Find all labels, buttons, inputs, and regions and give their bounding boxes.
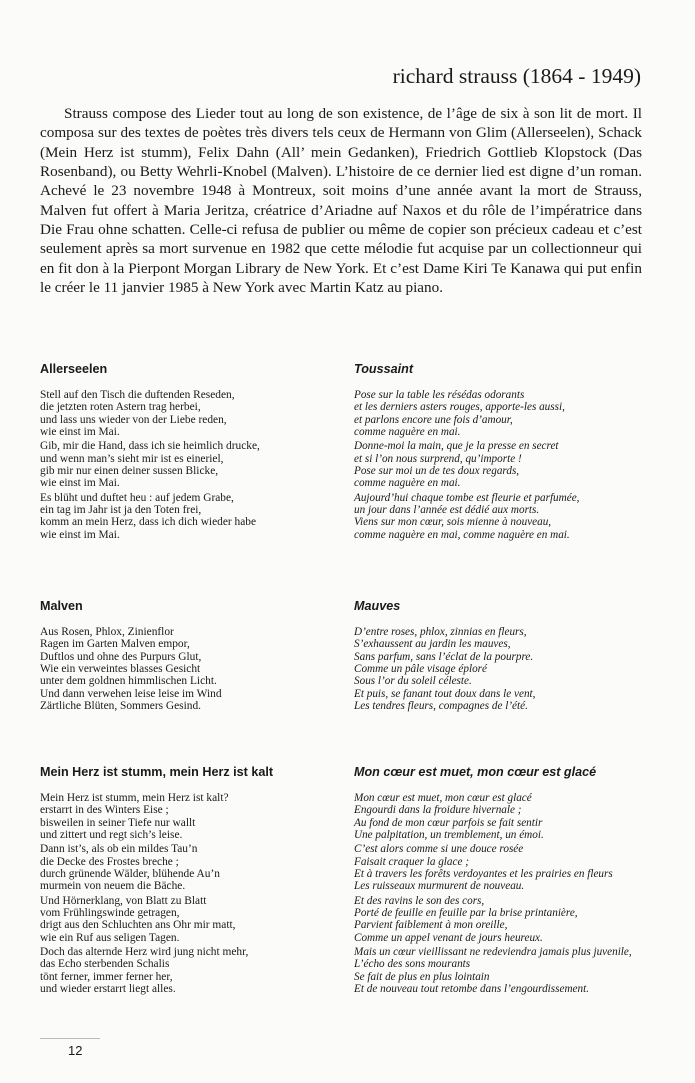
- verse-line: bisweilen in seiner Tiefe nur wallt: [40, 816, 196, 829]
- verse-line: Duftlos und ohne des Purpurs Glut,: [40, 650, 202, 663]
- verse-line: Au fond de mon cœur parfois se fait sentir: [354, 816, 543, 829]
- verse-line: ein tag im Jahr ist ja den Toten frei,: [40, 504, 202, 517]
- footer-divider: [40, 1038, 100, 1039]
- verse-line: Aus Rosen, Phlox, Zinienflor: [40, 626, 174, 638]
- stanza: [354, 843, 652, 892]
- german-column: [40, 765, 340, 998]
- verse-line: Dann ist’s, als ob ein mildes Tau’n: [40, 843, 198, 856]
- verse-line: et parlons encore une fois d’amour,: [354, 413, 513, 426]
- verse-line: wie einst im Mai.: [40, 477, 120, 490]
- verse-line: comme naguère en mai.: [354, 426, 461, 439]
- stanza: [354, 492, 652, 541]
- verse-line: die Decke des Frostes breche ;: [40, 855, 179, 868]
- verse-line: durch grünende Wälder, blühende Au’n: [40, 868, 220, 881]
- verse-line: wie ein Ruf aus seligen Tagen.: [40, 931, 180, 944]
- verse-line: un jour dans l’année est dédié aux morts.: [354, 504, 540, 517]
- verse-line: Pose sur moi un de tes doux regards,: [354, 465, 520, 478]
- verse-line: Comme un pâle visage éploré: [354, 663, 487, 676]
- stanza: [354, 626, 652, 712]
- french-column: [354, 765, 652, 998]
- verse-line: unter dem goldnen himmlischen Licht.: [40, 675, 217, 688]
- french-column: [354, 362, 652, 543]
- verse-line: Und Hörnerklang, von Blatt zu Blatt: [40, 894, 207, 907]
- stanza: [40, 440, 340, 489]
- german-song-title: Malven: [40, 599, 83, 613]
- stanza: [40, 792, 340, 841]
- german-lyrics: [40, 389, 340, 541]
- verse-line: Aujourd’hui chaque tombe est fleurie et parfumée,: [354, 491, 580, 504]
- verse-line: die jetzten roten Astern trag herbei,: [40, 401, 201, 414]
- verse-line: Se fait de plus en plus lointain: [354, 970, 490, 983]
- german-song-title: Allerseelen: [40, 362, 108, 376]
- verse-line: wie einst im Mai.: [40, 426, 120, 439]
- french-song-title: Mon cœur est muet, mon cœur est glacé: [354, 765, 597, 779]
- verse-line: C’est alors comme si une douce rosée: [354, 843, 524, 856]
- stanza: [40, 895, 340, 944]
- verse-line: gib mir nur einen deiner sussen Blicke,: [40, 465, 219, 478]
- verse-line: und zittert und regt sich’s leise.: [40, 829, 183, 842]
- verse-line: Donne-moi la main, que je la presse en secret: [354, 440, 559, 453]
- verse-line: D’entre roses, phlox, zinnias en fleurs,: [354, 626, 527, 638]
- verse-line: vom Frühlingswinde getragen,: [40, 907, 180, 920]
- verse-line: Mein Herz ist stumm, mein Herz ist kalt?: [40, 792, 229, 804]
- verse-line: Parvient faiblement à mon oreille,: [354, 919, 508, 932]
- stanza: [354, 440, 652, 489]
- verse-line: Und dann verwehen leise leise im Wind: [40, 687, 222, 700]
- french-lyrics: [354, 389, 652, 541]
- page-title: richard strauss (1864 - 1949): [392, 64, 641, 88]
- french-song-title: Mauves: [354, 599, 401, 613]
- verse-line: Sous l’or du soleil céleste.: [354, 675, 472, 688]
- german-column: [40, 599, 340, 714]
- verse-line: das Echo sterbenden Schalis: [40, 958, 170, 971]
- french-lyrics: [354, 792, 652, 996]
- verse-line: Et puis, se fanant tout doux dans le vent,: [354, 687, 536, 700]
- stanza: [354, 792, 652, 841]
- verse-line: Stell auf den Tisch die duftenden Reseden,: [40, 389, 235, 401]
- french-lyrics: [354, 626, 652, 712]
- stanza: [354, 389, 652, 438]
- stanza: [40, 946, 340, 995]
- verse-line: Les ruisseaux murmurent de nouveau.: [354, 880, 525, 893]
- verse-line: und lass uns wieder von der Liebe reden,: [40, 413, 227, 426]
- verse-line: Ragen im Garten Malven empor,: [40, 638, 190, 651]
- verse-line: Une palpitation, un tremblement, un émoi.: [354, 829, 544, 842]
- verse-line: et les derniers asters rouges, apporte-les aussi,: [354, 401, 565, 414]
- verse-line: L’écho des sons mourants: [354, 958, 471, 971]
- verse-line: erstarrt in des Winters Eise ;: [40, 804, 169, 817]
- german-song-title: Mein Herz ist stumm, mein Herz ist kalt: [40, 765, 274, 779]
- french-column: [354, 599, 652, 714]
- verse-line: Zärtliche Blüten, Sommers Gesind.: [40, 700, 202, 713]
- german-column: [40, 362, 340, 543]
- stanza: [40, 626, 340, 712]
- verse-line: Et des ravins le son des cors,: [354, 894, 485, 907]
- german-lyrics: [40, 792, 340, 996]
- verse-line: Engourdi dans la froidure hivernale ;: [354, 804, 522, 817]
- verse-line: S’exhaussent au jardin les mauves,: [354, 638, 511, 651]
- verse-line: Mon cœur est muet, mon cœur est glacé: [354, 792, 532, 804]
- stanza: [354, 895, 652, 944]
- verse-line: Les tendres fleurs, compagnes de l’été.: [354, 700, 528, 713]
- verse-line: komm an mein Herz, dass ich dich wieder habe: [40, 516, 257, 529]
- verse-line: und wenn man’s sieht mir ist es eineriel,: [40, 452, 224, 465]
- verse-line: wie einst im Mai.: [40, 528, 120, 541]
- stanza: [354, 946, 652, 995]
- verse-line: Doch das alternde Herz wird jung nicht mehr,: [40, 946, 249, 959]
- verse-line: murmein von neuem die Bäche.: [40, 880, 186, 893]
- verse-line: Mais un cœur vieillissant ne redeviendra jamais plus juvenile,: [354, 946, 632, 959]
- verse-line: Es blüht und duftet heu : auf jedem Grabe,: [40, 491, 234, 504]
- verse-line: Pose sur la table les résédas odorants: [354, 389, 525, 401]
- stanza: [40, 492, 340, 541]
- verse-line: Sans parfum, sans l’éclat de la pourpre.: [354, 650, 534, 663]
- verse-line: Et de nouveau tout retombe dans l’engourdissement.: [354, 983, 589, 996]
- verse-line: comme naguère en mai.: [354, 477, 461, 490]
- verse-line: drigt aus den Schluchten ans Ohr mir matt,: [40, 919, 236, 932]
- verse-line: Porté de feuille en feuille par la brise printanière,: [354, 907, 578, 920]
- verse-line: Et à travers les forêts verdoyantes et les prairies en fleurs: [354, 868, 613, 881]
- french-song-title: Toussaint: [354, 362, 414, 376]
- verse-line: Viens sur mon cœur, sois mienne à nouveau,: [354, 516, 552, 529]
- verse-line: tönt ferner, immer ferner her,: [40, 970, 173, 983]
- verse-line: Gib, mir die Hand, dass ich sie heimlich drucke,: [40, 440, 260, 453]
- verse-line: comme naguère en mai, comme naguère en mai.: [354, 528, 570, 541]
- verse-line: Faisait craquer la glace ;: [354, 855, 469, 868]
- german-lyrics: [40, 626, 340, 712]
- verse-line: und wieder erstarrt liegt alles.: [40, 983, 176, 996]
- stanza: [40, 389, 340, 438]
- verse-line: et si l’on nous surprend, qu’importe !: [354, 452, 522, 465]
- intro-paragraph: Strauss compose des Lieder tout au long de son existence, de l’âge de six à son lit de mort. Il composa sur des textes de poètes très divers tels ceux de Hermann von Glim (Allerseelen), Schack (Mein Herz ist stumm), Felix Dahn (All’ mein Gedanken), Friedrich Gottlieb Klopstock (Das Rosenband), ou Betty Wehrli-Knobel (Malven). L’histoire de ce dernier lied est digne d’un roman. Achevé le 23 novembre 1948 à Montreux, soit moins d’une année avant la mort de Strauss, Malven fut offert à Maria Jeritza, créatrice d’Ariadne auf Naxos et du rôle de l’impératrice dans Die Frau ohne schatten. Celle-ci refusa de publier ou même de copier son précieux cadeau et c’est seulement après sa mort survenue en 1982 que cette mélodie fut acquise par un collectionneur qui en fit don à la Pierpont Morgan Library de New York. Et c’est Dame Kiri Te Kanawa qui put enfin le créer le 11 janvier 1985 à New York avec Martin Katz au piano.: [40, 105, 642, 297]
- stanza: [40, 843, 340, 892]
- verse-line: Wie ein verweintes blasses Gesicht: [40, 663, 201, 676]
- verse-line: Comme un appel venant de jours heureux.: [354, 931, 543, 944]
- page-number: 12: [68, 1043, 83, 1058]
